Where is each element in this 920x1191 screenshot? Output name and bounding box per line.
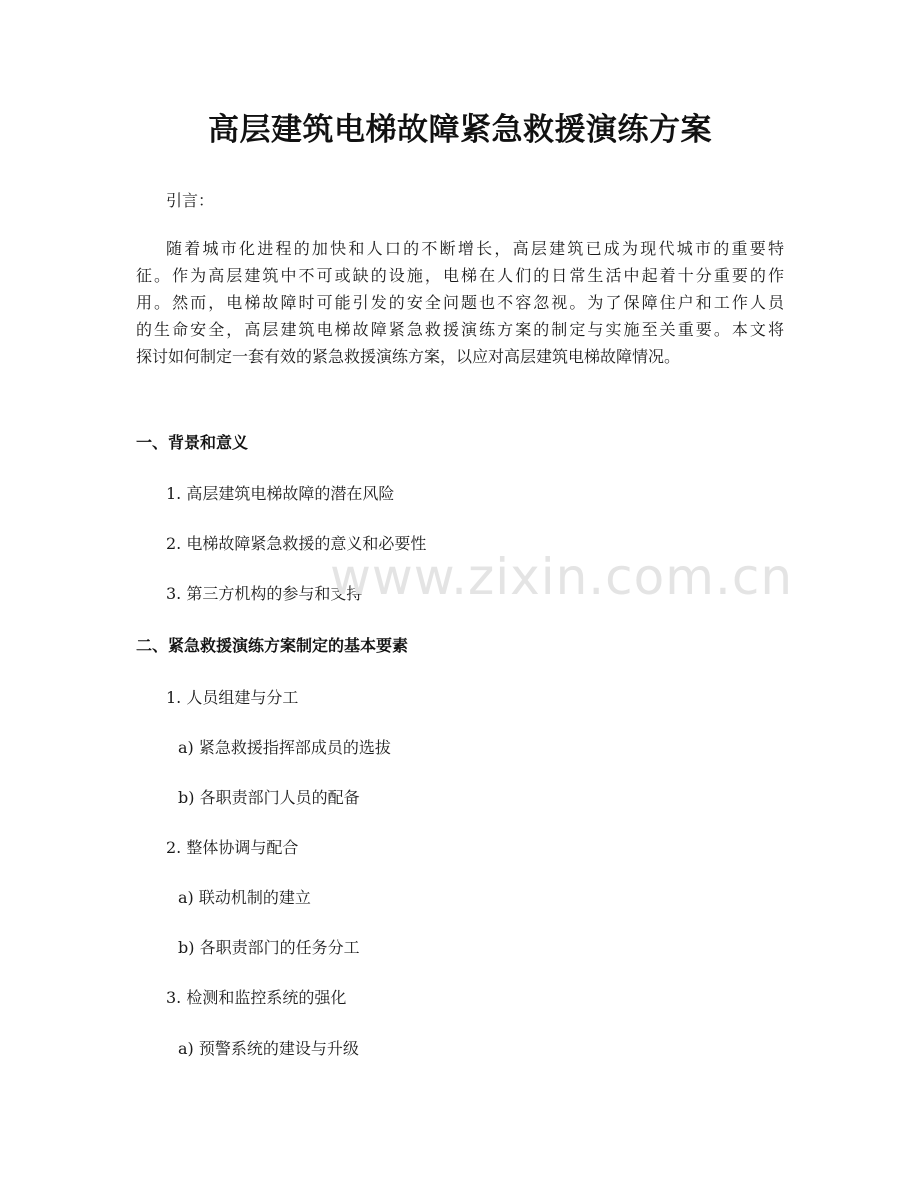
intro-paragraph-line: 探讨如何制定一套有效的紧急救援演练方案，以应对高层建筑电梯故障情况。 bbox=[136, 347, 681, 366]
intro-paragraph-line: 征。作为高层建筑中不可或缺的设施，电梯在人们的日常生活中起着十分重要的作 bbox=[136, 266, 784, 285]
section-heading-elements: 二、紧急救援演练方案制定的基本要素 bbox=[136, 636, 409, 655]
list-item: 3. 检测和监控系统的强化 bbox=[166, 988, 347, 1007]
list-item: 1. 人员组建与分工 bbox=[166, 688, 299, 707]
intro-paragraph-line: 用。然而，电梯故障时可能引发的安全问题也不容忽视。为了保障住户和工作人员 bbox=[136, 293, 784, 312]
list-item: 1. 高层建筑电梯故障的潜在风险 bbox=[166, 484, 395, 503]
intro-label: 引言： bbox=[166, 191, 215, 210]
intro-paragraph-line: 的生命安全，高层建筑电梯故障紧急救援演练方案的制定与实施至关重要。本文将 bbox=[136, 320, 784, 339]
sub-list-item: a) 预警系统的建设与升级 bbox=[178, 1039, 359, 1058]
sub-list-item: a) 紧急救援指挥部成员的选拔 bbox=[178, 738, 391, 757]
list-item: 3. 第三方机构的参与和支持 bbox=[166, 584, 363, 603]
section-heading-background: 一、背景和意义 bbox=[136, 433, 249, 452]
list-item: 2. 整体协调与配合 bbox=[166, 838, 299, 857]
intro-paragraph-line: 随着城市化进程的加快和人口的不断增长，高层建筑已成为现代城市的重要特 bbox=[166, 239, 784, 258]
sub-list-item: a) 联动机制的建立 bbox=[178, 888, 311, 907]
list-item: 2. 电梯故障紧急救援的意义和必要性 bbox=[166, 534, 427, 553]
document-title: 高层建筑电梯故障紧急救援演练方案 bbox=[208, 112, 712, 148]
sub-list-item: b) 各职责部门人员的配备 bbox=[178, 788, 360, 807]
intro-paragraph bbox=[136, 235, 784, 370]
watermark: www.zixin.com.cn bbox=[330, 548, 794, 606]
sub-list-item: b) 各职责部门的任务分工 bbox=[178, 938, 360, 957]
